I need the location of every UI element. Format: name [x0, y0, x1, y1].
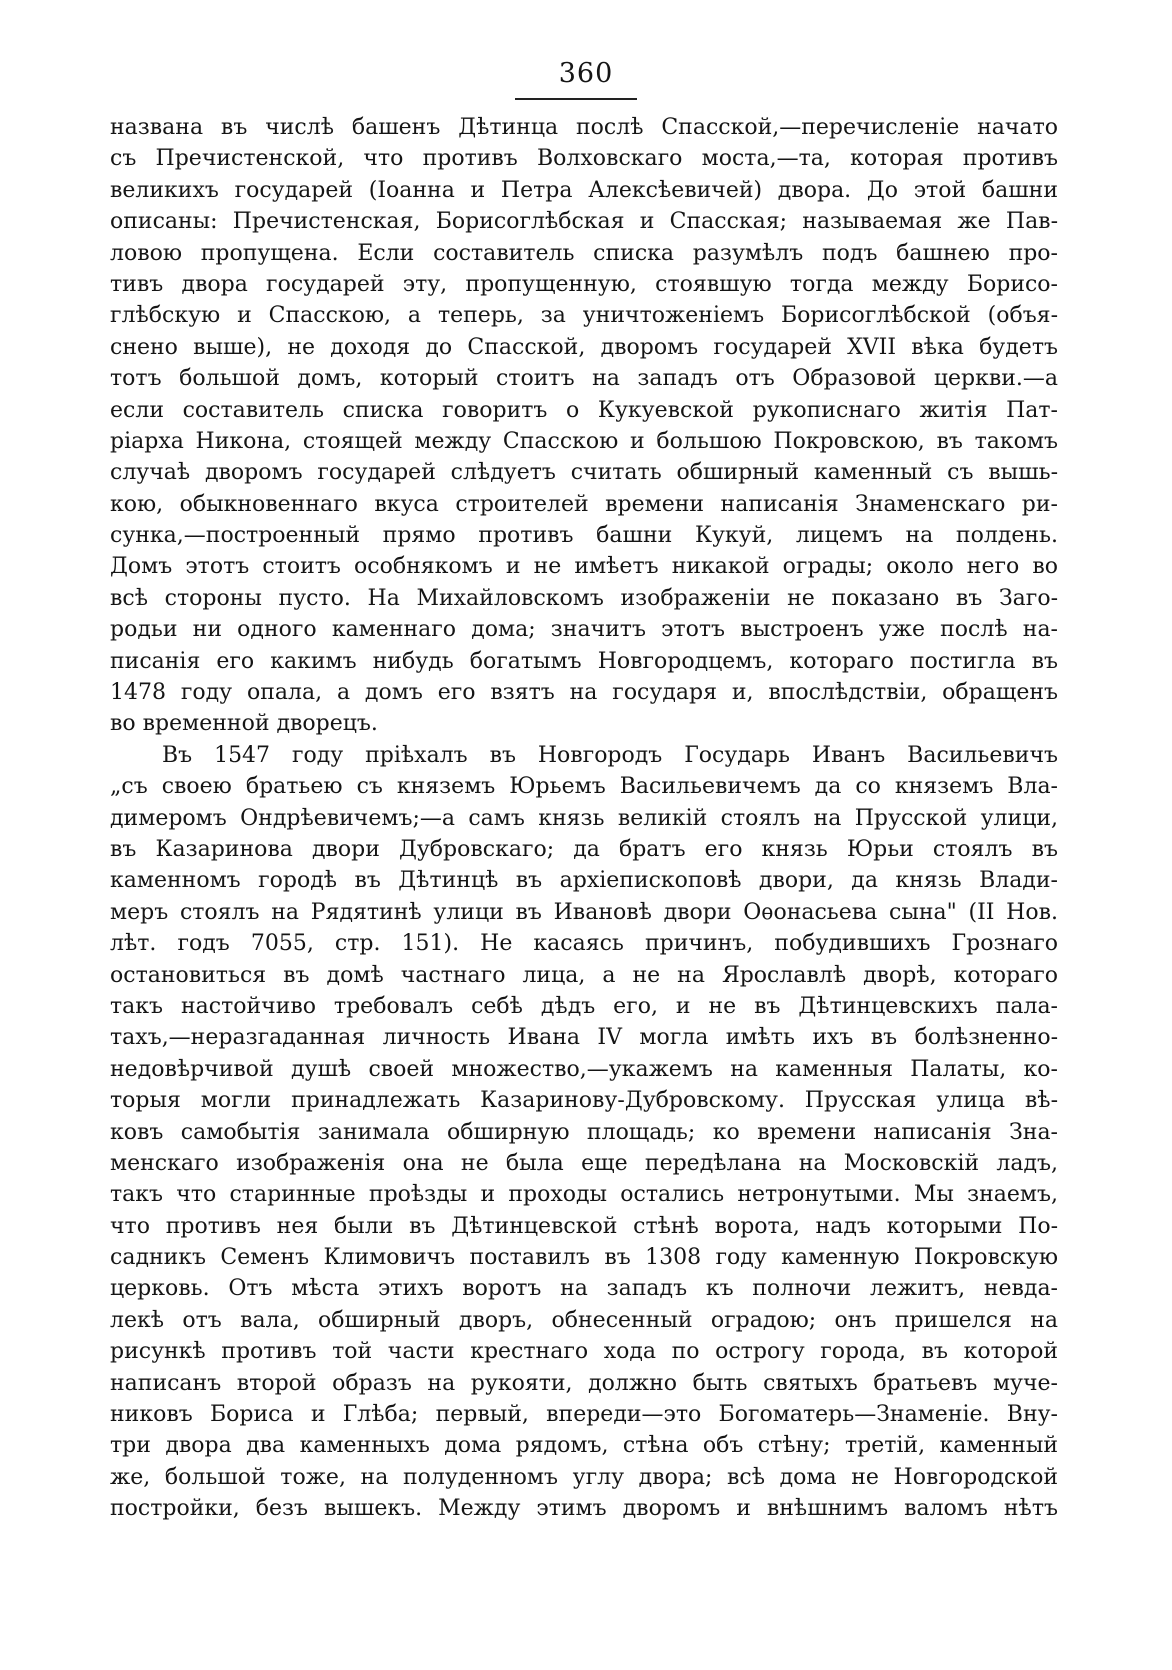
text-line: димеромъ Ондрѣевичемъ;—а самъ князь великій стоялъ на Прусской улици,: [110, 805, 1058, 831]
text-line: глѣбскую и Спасскою, а теперь, за уничтоженіемъ Борисоглѣбской (объя-: [110, 303, 1058, 329]
text-line: торыя могли принадлежать Казаринову-Дубровскому. Прусская улица вѣ-: [110, 1088, 1058, 1114]
text-line: если составитель списка говоритъ о Кукуевской рукописнаго житія Пат-: [110, 397, 1058, 423]
text-line: ріарха Никона, стоящей между Спасскою и большою Покровскою, въ такомъ: [110, 428, 1058, 454]
text-line: такъ настойчиво требовалъ себѣ дѣдъ его, и не въ Дѣтинцевскихъ пала-: [110, 993, 1058, 1019]
text-line: описаны: Пречистенская, Борисоглѣбская и Спасская; называемая же Пав-: [110, 209, 1058, 235]
paragraph: [110, 112, 1058, 740]
text-line: писанія его какимъ нибудь богатымъ Новгородцемъ, котораго постигла въ: [110, 648, 1058, 674]
text-line: кою, обыкновеннаго вкуса строителей времени написанія Знаменскаго ри-: [110, 491, 1058, 517]
text-line: менскаго изображенія она не была еще передѣлана на Московскій ладъ,: [110, 1150, 1058, 1176]
text-line: ловою пропущена. Если составитель списка разумѣлъ подъ башнею про-: [110, 240, 1058, 266]
text-line: Въ 1547 году пріѣхалъ въ Новгородъ Государь Иванъ Васильевичъ: [162, 742, 1058, 768]
text-line: никовъ Бориса и Глѣба; первый, впереди—это Богоматерь—Знаменіе. Вну-: [110, 1402, 1058, 1428]
text-line: тивъ двора государей эту, пропущенную, стоявшую тогда между Борисо-: [110, 271, 1058, 297]
text-line: родьи ни одного каменнаго дома; значитъ этотъ выстроенъ уже послѣ на-: [110, 617, 1058, 643]
text-line: въ Казаринова двори Дубровскаго; да братъ его князь Юрьи стоялъ въ: [110, 836, 1058, 862]
paragraph: [110, 740, 1058, 1525]
text-line: же, большой тоже, на полуденномъ углу двора; всѣ дома не Новгородской: [110, 1464, 1058, 1490]
text-line: три двора два каменныхъ дома рядомъ, стѣна объ стѣну; третій, каменный: [110, 1433, 1058, 1459]
text-line: „съ своею братьею съ княземъ Юрьемъ Васильевичемъ да со княземъ Вла-: [110, 774, 1058, 800]
text-line: садникъ Семенъ Климовичъ поставилъ въ 1308 году каменную Покровскую: [110, 1245, 1058, 1271]
text-line: что противъ нея были въ Дѣтинцевской стѣнѣ ворота, надъ которыми По-: [110, 1213, 1058, 1239]
text-line: ковъ самобытія занимала обширную площадь; ко времени написанія Зна-: [110, 1119, 1058, 1145]
text-line: постройки, безъ вышекъ. Между этимъ дворомъ и внѣшнимъ валомъ нѣтъ: [110, 1496, 1058, 1522]
text-line: во временной дворецъ.: [110, 711, 378, 737]
text-line: тахъ,—неразгаданная личность Ивана IV могла имѣть ихъ въ болѣзненно-: [110, 1025, 1058, 1051]
text-line: каменномъ городѣ въ Дѣтинцѣ въ архіепископовѣ двори, да князь Влади-: [110, 868, 1058, 894]
text-line: снено выше), не доходя до Спасской, дворомъ государей XVII вѣка будетъ: [110, 334, 1058, 360]
body-text: [110, 112, 1058, 1525]
text-line: 1478 году опала, а домъ его взятъ на государя и, впослѣдствіи, обращенъ: [110, 680, 1058, 706]
page-number: 360: [558, 58, 614, 89]
text-line: остановиться въ домѣ частнаго лица, а не на Ярославлѣ дворѣ, котораго: [110, 962, 1058, 988]
text-line: съ Пречистенской, что противъ Волховскаго моста,—та, которая противъ: [110, 146, 1058, 172]
text-line: лѣт. годъ 7055, стр. 151). Не касаясь причинъ, побудившихъ Грознаго: [110, 931, 1058, 957]
text-line: великихъ государей (Іоанна и Петра Алексѣевичей) двора. До этой башни: [110, 177, 1058, 203]
text-line: всѣ стороны пусто. На Михайловскомъ изображеніи не показано въ Заго-: [110, 585, 1058, 611]
text-line: случаѣ дворомъ государей слѣдуетъ считать обширный каменный съ вышь-: [110, 460, 1058, 486]
text-line: лекѣ отъ вала, обширный дворъ, обнесенный оградою; онъ пришелся на: [110, 1307, 1058, 1333]
text-line: названа въ числѣ башенъ Дѣтинца послѣ Спасской,—перечисленіе начато: [110, 115, 1058, 140]
text-line: написанъ второй образъ на рукояти, должно быть святыхъ братьевъ муче-: [110, 1370, 1058, 1396]
text-line: тотъ большой домъ, который стоитъ на западъ отъ Образовой церкви.—а: [110, 366, 1058, 392]
text-line: рисункѣ противъ той части крестнаго хода по острогу города, въ которой: [110, 1339, 1058, 1365]
page-number-rule: [515, 98, 637, 100]
text-line: меръ стоялъ на Рядятинѣ улици въ Ивановѣ двори Оѳонасьева сына" (II Нов.: [110, 899, 1058, 925]
text-line: сунка,—построенный прямо противъ башни Кукуй, лицемъ на полдень.: [110, 523, 1058, 549]
text-line: церковь. Отъ мѣста этихъ воротъ на западъ къ полночи лежитъ, невда-: [110, 1276, 1058, 1302]
text-line: Домъ этотъ стоитъ особнякомъ и не имѣетъ никакой ограды; около него во: [110, 554, 1058, 580]
text-line: недовѣрчивой душѣ своей множество,—укажемъ на каменныя Палаты, ко-: [110, 1056, 1058, 1082]
text-line: такъ что старинные проѣзды и проходы остались нетронутыми. Мы знаемъ,: [110, 1182, 1058, 1208]
